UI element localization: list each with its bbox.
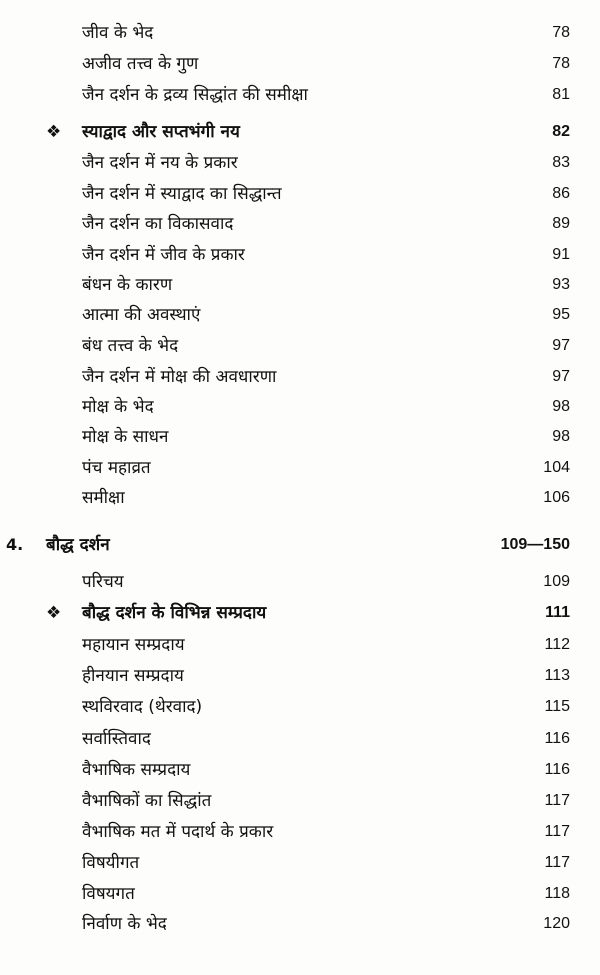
- entry-page-number: 78: [552, 24, 570, 41]
- toc-entry: [0, 18, 600, 48]
- toc-entry: [0, 692, 600, 722]
- entry-page-number: 104: [543, 459, 570, 476]
- entry-page-number: 116: [544, 730, 570, 747]
- entry-page-number: 81: [552, 86, 570, 103]
- entry-page-number: 117: [544, 792, 570, 809]
- toc-entry: [0, 879, 600, 909]
- section-title: स्याद्वाद और सप्तभंगी नय: [82, 122, 240, 142]
- entry-title: बंधन के कारण: [82, 275, 173, 295]
- toc-entry: [0, 392, 600, 422]
- entry-page-number: 97: [552, 368, 570, 385]
- toc-entry: [0, 724, 600, 754]
- toc-section-heading: [0, 598, 600, 628]
- entry-title: बंध तत्त्व के भेद: [82, 336, 179, 356]
- toc-entry: [0, 331, 600, 361]
- chapter-page-range: 109—150: [500, 536, 570, 553]
- entry-title: वैभाषिक सम्प्रदाय: [82, 760, 191, 780]
- toc-entry: [0, 422, 600, 452]
- diamond-bullet-icon: ❖: [46, 603, 62, 623]
- entry-title: अजीव तत्त्व के गुण: [82, 54, 199, 74]
- entry-page-number: 98: [552, 398, 570, 415]
- toc-entry: [0, 848, 600, 878]
- entry-page-number: 113: [544, 667, 570, 684]
- toc-entry: [0, 270, 600, 300]
- entry-title: वैभाषिक मत में पदार्थ के प्रकार: [82, 822, 274, 842]
- entry-title: स्थविरवाद (थेरवाद): [82, 697, 203, 717]
- toc-entry: [0, 630, 600, 660]
- toc-chapter-heading: [0, 530, 600, 560]
- entry-title: आत्मा की अवस्थाएं: [82, 305, 201, 325]
- entry-title: वैभाषिकों का सिद्धांत: [82, 791, 212, 811]
- entry-title: जैन दर्शन में जीव के प्रकार: [82, 245, 245, 265]
- entry-page-number: 97: [552, 337, 570, 354]
- toc-entry: [0, 300, 600, 330]
- entry-page-number: 78: [552, 55, 570, 72]
- entry-title: जैन दर्शन में मोक्ष की अवधारणा: [82, 367, 277, 387]
- toc-entry: [0, 148, 600, 178]
- entry-page-number: 115: [544, 698, 570, 715]
- entry-page-number: 111: [545, 604, 570, 621]
- entry-page-number: 98: [552, 428, 570, 445]
- toc-entry: [0, 567, 600, 597]
- entry-page-number: 109: [543, 573, 570, 590]
- entry-page-number: 112: [544, 636, 570, 653]
- toc-entry: [0, 209, 600, 239]
- entry-page-number: 93: [552, 276, 570, 293]
- chapter-title: बौद्ध दर्शन: [46, 535, 110, 555]
- entry-title: जीव के भेद: [82, 23, 154, 43]
- entry-title: सर्वास्तिवाद: [82, 729, 151, 749]
- entry-page-number: 118: [544, 885, 570, 902]
- entry-page-number: 82: [552, 123, 570, 140]
- toc-entry: [0, 80, 600, 110]
- toc-entry: [0, 453, 600, 483]
- toc-entry: [0, 179, 600, 209]
- toc-entry: [0, 755, 600, 785]
- entry-page-number: 86: [552, 185, 570, 202]
- toc-entry: [0, 240, 600, 270]
- entry-title: परिचय: [82, 572, 124, 592]
- entry-title: निर्वाण के भेद: [82, 914, 167, 934]
- entry-title: मोक्ष के साधन: [82, 427, 169, 447]
- toc-entry: [0, 483, 600, 513]
- entry-title: विषयगत: [82, 884, 135, 904]
- entry-title: महायान सम्प्रदाय: [82, 635, 185, 655]
- entry-title: विषयीगत: [82, 853, 140, 873]
- entry-page-number: 89: [552, 215, 570, 232]
- entry-page-number: 95: [552, 306, 570, 323]
- chapter-number: 4.: [6, 535, 24, 554]
- entry-page-number: 117: [544, 823, 570, 840]
- entry-page-number: 106: [543, 489, 570, 506]
- entry-title: समीक्षा: [82, 488, 125, 508]
- entry-title: पंच महाव्रत: [82, 458, 151, 478]
- entry-title: जैन दर्शन के द्रव्य सिद्धांत की समीक्षा: [82, 85, 308, 105]
- toc-entry: [0, 786, 600, 816]
- toc-entry: [0, 909, 600, 939]
- toc-entry: [0, 661, 600, 691]
- entry-title: जैन दर्शन में स्याद्वाद का सिद्धान्त: [82, 184, 282, 204]
- entry-page-number: 117: [544, 854, 570, 871]
- toc-section-heading: [0, 117, 600, 147]
- entry-title: जैन दर्शन में नय के प्रकार: [82, 153, 238, 173]
- entry-page-number: 83: [552, 154, 570, 171]
- entry-page-number: 116: [544, 761, 570, 778]
- toc-entry: [0, 362, 600, 392]
- entry-page-number: 91: [552, 246, 570, 263]
- entry-title: मोक्ष के भेद: [82, 397, 154, 417]
- diamond-bullet-icon: ❖: [46, 122, 62, 142]
- entry-title: जैन दर्शन का विकासवाद: [82, 214, 234, 234]
- toc-entry: [0, 49, 600, 79]
- section-title: बौद्ध दर्शन के विभिन्न सम्प्रदाय: [82, 603, 267, 623]
- toc-entry: [0, 817, 600, 847]
- entry-title: हीनयान सम्प्रदाय: [82, 666, 184, 686]
- entry-page-number: 120: [543, 915, 570, 932]
